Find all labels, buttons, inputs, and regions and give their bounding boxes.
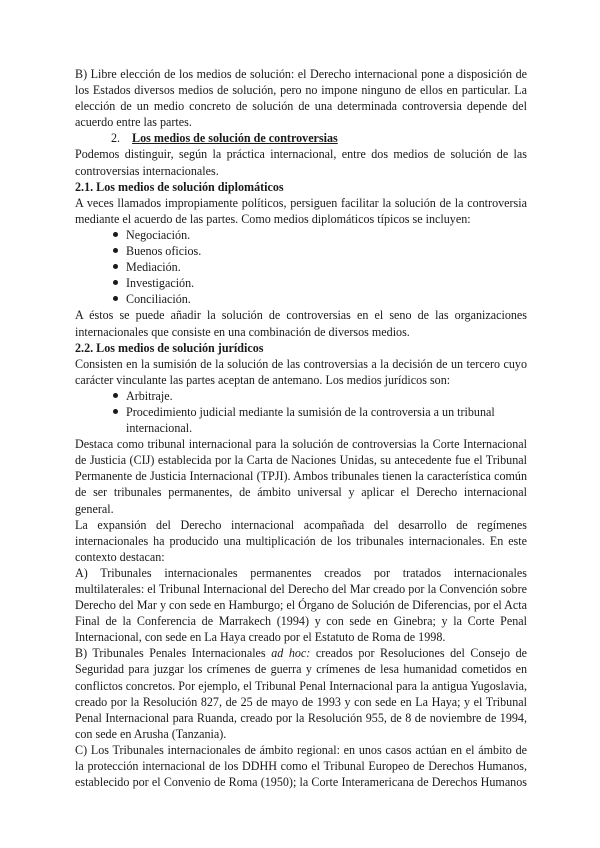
section-2-number: 2. <box>111 131 121 146</box>
list-item: Arbitraje. <box>75 388 527 404</box>
paragraph-podemos: Podemos distinguir, según la práctica internacional, entre dos medios de solución de las controversias internacionales. <box>75 147 527 178</box>
tribunales-penales-text: creados por Resoluciones del Consejo de Seguridad para juzgar los crímenes de guerra y crímenes de lesa humanidad cometidos en conflictos concretos. Por ejemplo, el Tribunal Penal Internacional para la antigua Yugoslavia, creado por la Resolución 827, de 25 de mayo de 1993 y con sede en La Haya; y el Tribunal Penal Internacional para Ruanda, creado por la Resolución 955, de 8 de noviembre de 1994, con sede en Arusha (Tanzania). <box>75 646 528 741</box>
tribunales-penales-prefix: B) Tribunales Penales Internacionales <box>75 646 272 661</box>
list-item: Procedimiento judicial mediante la sumisión de la controversia a un tribunal internacional. <box>75 404 527 436</box>
paragraph-tribunales-permanentes: A) Tribunales internacionales permanentes creados por tratados internacionales multilaterales: el Tribunal Internacional del Derecho del Mar creado por la Convención sobre Derecho del Mar y con sede en Hamburgo; el Órgano de Solución de Diferencias, por el Acta Final de la Conferencia de Marrakech (1994) y con sede en Ginebra; y la Corte Penal Internacional, con sede en La Haya creado por el Estatuto de Roma de 1998. <box>75 565 527 645</box>
list-item: Investigación. <box>75 275 527 291</box>
paragraph-expansion: La expansión del Derecho internacional acompañada del desarrollo de regímenes internacionales ha producido una multiplicación de los tribunales internacionales. En este contexto destacan: <box>75 517 527 564</box>
paragraph-libre-eleccion: B) Libre elección de los medios de solución: el Derecho internacional pone a disposición de los Estados diversos medios de solución, pero no impone ninguno de ellos en particular. La elección de un medio concreto de solución de una determinada controversia depende del acuerdo entre las partes. <box>75 67 527 130</box>
paragraph-a-veces: A veces llamados impropiamente políticos, persiguen facilitar la solución de la controversia mediante el acuerdo de las partes. Como medios diplomáticos típicos se incluyen: <box>75 195 527 226</box>
section-2-heading <box>75 130 527 146</box>
list-item: Conciliación. <box>75 291 527 307</box>
paragraph-tribunales-regionales: C) Los Tribunales internacionales de ámbito regional: en unos casos actúan en el ámbito de la protección internacional de los DDHH como el Tribunal Europeo de Derechos Humanos, establecido por el Convenio de Roma (1950); la Corte Interamericana de Derechos Humanos <box>75 742 527 790</box>
section-2-title: Los medios de solución de controversias <box>132 131 338 146</box>
section-2-2-heading: 2.2. Los medios de solución jurídicos <box>75 340 264 355</box>
paragraph-tribunales-penales <box>75 645 527 742</box>
list-item: Negociación. <box>75 227 527 243</box>
paragraph-destaca: Destaca como tribunal internacional para la solución de controversias la Corte Internacional de Justicia (CIJ) establecida por la Carta de Naciones Unidas, su antecedente fue el Tribunal Permanente de Justicia Internacional (TPJI). Ambos tribunales tienen la característica común de ser tribunales permanentes, de ámbito universal y aplicar el Derecho internacional general. <box>75 437 527 516</box>
list-item: Mediación. <box>75 259 527 275</box>
paragraph-a-estos: A éstos se puede añadir la solución de controversias en el seno de las organizaciones internacionales que consiste en una combinación de diversos medios. <box>75 308 527 339</box>
document-page <box>75 66 527 790</box>
ad-hoc-italic: ad hoc: <box>271 646 311 661</box>
legal-means-list <box>75 388 527 436</box>
paragraph-consisten: Consisten en la sumisión de la solución de las controversias a la decisión de un tercero cuyo carácter vinculante las partes aceptan de antemano. Los medios jurídicos son: <box>75 356 527 387</box>
diplomatic-means-list <box>75 227 527 307</box>
list-item: Buenos oficios. <box>75 243 527 259</box>
section-2-1-heading: 2.1. Los medios de solución diplomáticos <box>75 179 284 194</box>
